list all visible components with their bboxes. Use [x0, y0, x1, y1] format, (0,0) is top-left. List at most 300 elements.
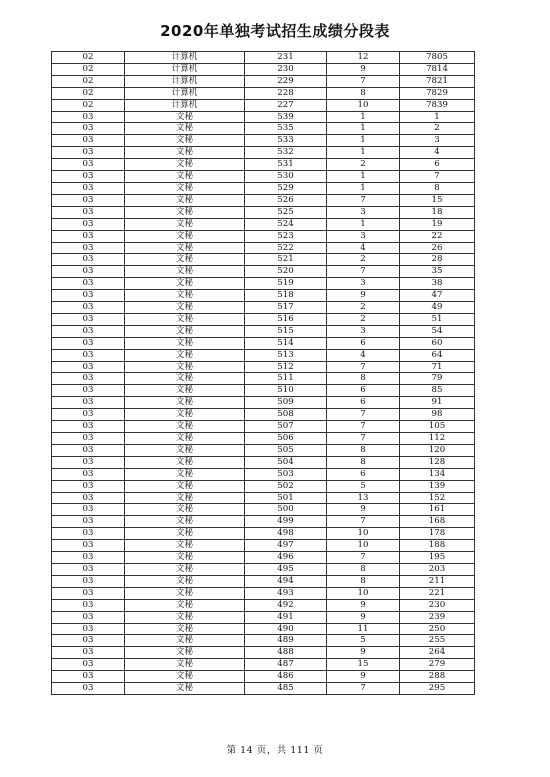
table-row [52, 623, 475, 635]
table-row [52, 254, 475, 266]
count-cell: 11 [327, 623, 400, 635]
major-code-cell: 03 [52, 516, 125, 528]
table-row [52, 575, 475, 587]
major-code-cell: 03 [52, 397, 125, 409]
score-cell: 506 [245, 433, 327, 445]
table-row [52, 361, 475, 373]
table-row [52, 456, 475, 468]
table-row [52, 444, 475, 456]
table-row [52, 290, 475, 302]
score-cell: 230 [245, 63, 327, 75]
score-cell: 509 [245, 397, 327, 409]
score-cell: 494 [245, 575, 327, 587]
major-code-cell: 03 [52, 337, 125, 349]
cumulative-count-cell: 152 [400, 492, 475, 504]
major-code-cell: 03 [52, 552, 125, 564]
count-cell: 3 [327, 206, 400, 218]
major-name-cell: 文秘 [125, 373, 245, 385]
cumulative-count-cell: 1 [400, 111, 475, 123]
cumulative-count-cell: 35 [400, 266, 475, 278]
table-row [52, 611, 475, 623]
major-code-cell: 03 [52, 635, 125, 647]
cumulative-count-cell: 60 [400, 337, 475, 349]
major-code-cell: 02 [52, 87, 125, 99]
major-name-cell: 文秘 [125, 623, 245, 635]
cumulative-count-cell: 239 [400, 611, 475, 623]
cumulative-count-cell: 8 [400, 182, 475, 194]
cumulative-count-cell: 47 [400, 290, 475, 302]
major-name-cell: 计算机 [125, 87, 245, 99]
count-cell: 1 [327, 182, 400, 194]
score-cell: 526 [245, 194, 327, 206]
major-code-cell: 02 [52, 63, 125, 75]
major-code-cell: 03 [52, 349, 125, 361]
score-cell: 531 [245, 159, 327, 171]
cumulative-count-cell: 7829 [400, 87, 475, 99]
major-name-cell: 文秘 [125, 528, 245, 540]
major-code-cell: 03 [52, 278, 125, 290]
major-name-cell: 文秘 [125, 659, 245, 671]
score-cell: 514 [245, 337, 327, 349]
table-row [52, 349, 475, 361]
cumulative-count-cell: 38 [400, 278, 475, 290]
table-row [52, 313, 475, 325]
major-name-cell: 文秘 [125, 194, 245, 206]
count-cell: 3 [327, 325, 400, 337]
table-row [52, 552, 475, 564]
score-cell: 532 [245, 147, 327, 159]
cumulative-count-cell: 26 [400, 242, 475, 254]
table-row [52, 635, 475, 647]
major-code-cell: 03 [52, 587, 125, 599]
score-cell: 496 [245, 552, 327, 564]
count-cell: 2 [327, 313, 400, 325]
table-row [52, 242, 475, 254]
count-cell: 7 [327, 683, 400, 695]
table-row [52, 194, 475, 206]
count-cell: 2 [327, 302, 400, 314]
score-cell: 539 [245, 111, 327, 123]
score-cell: 497 [245, 540, 327, 552]
major-code-cell: 03 [52, 421, 125, 433]
score-cell: 228 [245, 87, 327, 99]
count-cell: 1 [327, 218, 400, 230]
score-cell: 490 [245, 623, 327, 635]
table-row [52, 337, 475, 349]
count-cell: 9 [327, 290, 400, 302]
table-row [52, 278, 475, 290]
table-row [52, 218, 475, 230]
cumulative-count-cell: 2 [400, 123, 475, 135]
count-cell: 1 [327, 147, 400, 159]
major-code-cell: 03 [52, 480, 125, 492]
major-code-cell: 03 [52, 385, 125, 397]
count-cell: 12 [327, 52, 400, 64]
major-name-cell: 文秘 [125, 123, 245, 135]
table-row [52, 528, 475, 540]
major-name-cell: 文秘 [125, 587, 245, 599]
major-name-cell: 文秘 [125, 242, 245, 254]
score-cell: 485 [245, 683, 327, 695]
table-row [52, 683, 475, 695]
cumulative-count-cell: 4 [400, 147, 475, 159]
major-name-cell: 文秘 [125, 671, 245, 683]
count-cell: 10 [327, 99, 400, 111]
cumulative-count-cell: 203 [400, 563, 475, 575]
score-cell: 524 [245, 218, 327, 230]
cumulative-count-cell: 255 [400, 635, 475, 647]
page-title: 2020年单独考试招生成绩分段表 [160, 22, 390, 40]
cumulative-count-cell: 15 [400, 194, 475, 206]
score-cell: 533 [245, 135, 327, 147]
major-name-cell: 文秘 [125, 290, 245, 302]
count-cell: 7 [327, 516, 400, 528]
page-footer: 第 14 页，共 111 页 [226, 745, 324, 756]
cumulative-count-cell: 64 [400, 349, 475, 361]
score-cell: 515 [245, 325, 327, 337]
table-row [52, 87, 475, 99]
count-cell: 10 [327, 587, 400, 599]
cumulative-count-cell: 188 [400, 540, 475, 552]
major-name-cell: 计算机 [125, 75, 245, 87]
major-code-cell: 03 [52, 182, 125, 194]
count-cell: 9 [327, 671, 400, 683]
score-cell: 500 [245, 504, 327, 516]
major-code-cell: 03 [52, 290, 125, 302]
count-cell: 10 [327, 528, 400, 540]
cumulative-count-cell: 3 [400, 135, 475, 147]
score-cell: 499 [245, 516, 327, 528]
major-code-cell: 02 [52, 52, 125, 64]
major-code-cell: 03 [52, 266, 125, 278]
count-cell: 9 [327, 647, 400, 659]
cumulative-count-cell: 112 [400, 433, 475, 445]
major-code-cell: 03 [52, 206, 125, 218]
major-name-cell: 计算机 [125, 63, 245, 75]
major-code-cell: 03 [52, 433, 125, 445]
table-row [52, 159, 475, 171]
table-row [52, 63, 475, 75]
table-row [52, 492, 475, 504]
major-code-cell: 03 [52, 361, 125, 373]
cumulative-count-cell: 54 [400, 325, 475, 337]
count-cell: 9 [327, 504, 400, 516]
cumulative-count-cell: 221 [400, 587, 475, 599]
table-row [52, 563, 475, 575]
major-name-cell: 文秘 [125, 468, 245, 480]
count-cell: 8 [327, 575, 400, 587]
major-name-cell: 文秘 [125, 444, 245, 456]
count-cell: 7 [327, 552, 400, 564]
major-name-cell: 文秘 [125, 230, 245, 242]
score-cell: 513 [245, 349, 327, 361]
count-cell: 15 [327, 659, 400, 671]
cumulative-count-cell: 71 [400, 361, 475, 373]
major-code-cell: 03 [52, 444, 125, 456]
cumulative-count-cell: 51 [400, 313, 475, 325]
major-code-cell: 03 [52, 528, 125, 540]
major-name-cell: 文秘 [125, 278, 245, 290]
count-cell: 1 [327, 111, 400, 123]
table-row [52, 302, 475, 314]
major-name-cell: 计算机 [125, 99, 245, 111]
cumulative-count-cell: 22 [400, 230, 475, 242]
score-cell: 512 [245, 361, 327, 373]
count-cell: 13 [327, 492, 400, 504]
score-cell: 488 [245, 647, 327, 659]
major-code-cell: 03 [52, 409, 125, 421]
cumulative-count-cell: 28 [400, 254, 475, 266]
major-code-cell: 03 [52, 218, 125, 230]
cumulative-count-cell: 128 [400, 456, 475, 468]
score-cell: 502 [245, 480, 327, 492]
table-row [52, 540, 475, 552]
major-code-cell: 03 [52, 575, 125, 587]
score-cell: 517 [245, 302, 327, 314]
cumulative-count-cell: 7 [400, 171, 475, 183]
table-row [52, 433, 475, 445]
major-name-cell: 文秘 [125, 206, 245, 218]
table-row [52, 468, 475, 480]
cumulative-count-cell: 7814 [400, 63, 475, 75]
score-cell: 508 [245, 409, 327, 421]
cumulative-count-cell: 7821 [400, 75, 475, 87]
table-row [52, 230, 475, 242]
cumulative-count-cell: 7805 [400, 52, 475, 64]
count-cell: 1 [327, 123, 400, 135]
table-row [52, 266, 475, 278]
major-name-cell: 文秘 [125, 349, 245, 361]
score-cell: 521 [245, 254, 327, 266]
count-cell: 6 [327, 337, 400, 349]
table-row [52, 587, 475, 599]
table-row [52, 647, 475, 659]
count-cell: 7 [327, 194, 400, 206]
count-cell: 7 [327, 361, 400, 373]
score-cell: 511 [245, 373, 327, 385]
major-name-cell: 文秘 [125, 480, 245, 492]
cumulative-count-cell: 264 [400, 647, 475, 659]
score-cell: 503 [245, 468, 327, 480]
cumulative-count-cell: 139 [400, 480, 475, 492]
major-code-cell: 03 [52, 242, 125, 254]
table-row [52, 516, 475, 528]
count-cell: 4 [327, 349, 400, 361]
score-cell: 501 [245, 492, 327, 504]
major-name-cell: 文秘 [125, 337, 245, 349]
major-code-cell: 03 [52, 540, 125, 552]
count-cell: 1 [327, 135, 400, 147]
count-cell: 2 [327, 254, 400, 266]
major-code-cell: 03 [52, 373, 125, 385]
table-row [52, 671, 475, 683]
major-code-cell: 03 [52, 599, 125, 611]
score-cell: 498 [245, 528, 327, 540]
table-row [52, 147, 475, 159]
score-distribution-table [51, 51, 475, 695]
score-cell: 227 [245, 99, 327, 111]
table-row [52, 171, 475, 183]
major-code-cell: 03 [52, 492, 125, 504]
major-name-cell: 文秘 [125, 182, 245, 194]
cumulative-count-cell: 91 [400, 397, 475, 409]
major-code-cell: 03 [52, 325, 125, 337]
major-code-cell: 02 [52, 75, 125, 87]
major-code-cell: 03 [52, 504, 125, 516]
table-row [52, 385, 475, 397]
major-name-cell: 文秘 [125, 397, 245, 409]
table-row [52, 135, 475, 147]
table-row [52, 599, 475, 611]
major-name-cell: 文秘 [125, 504, 245, 516]
count-cell: 6 [327, 468, 400, 480]
cumulative-count-cell: 134 [400, 468, 475, 480]
count-cell: 7 [327, 266, 400, 278]
major-code-cell: 03 [52, 123, 125, 135]
table-row [52, 421, 475, 433]
cumulative-count-cell: 49 [400, 302, 475, 314]
count-cell: 3 [327, 278, 400, 290]
major-name-cell: 文秘 [125, 456, 245, 468]
major-code-cell: 03 [52, 647, 125, 659]
major-name-cell: 文秘 [125, 563, 245, 575]
score-cell: 495 [245, 563, 327, 575]
count-cell: 8 [327, 87, 400, 99]
cumulative-count-cell: 211 [400, 575, 475, 587]
major-name-cell: 文秘 [125, 325, 245, 337]
table-row [52, 659, 475, 671]
score-cell: 493 [245, 587, 327, 599]
major-name-cell: 文秘 [125, 611, 245, 623]
table-row [52, 504, 475, 516]
cumulative-count-cell: 230 [400, 599, 475, 611]
table-row [52, 123, 475, 135]
major-code-cell: 03 [52, 611, 125, 623]
count-cell: 10 [327, 540, 400, 552]
table-body [52, 52, 475, 695]
count-cell: 2 [327, 159, 400, 171]
major-name-cell: 文秘 [125, 266, 245, 278]
score-cell: 529 [245, 182, 327, 194]
score-cell: 518 [245, 290, 327, 302]
major-name-cell: 文秘 [125, 516, 245, 528]
major-code-cell: 03 [52, 111, 125, 123]
count-cell: 1 [327, 171, 400, 183]
table-row [52, 206, 475, 218]
cumulative-count-cell: 18 [400, 206, 475, 218]
cumulative-count-cell: 79 [400, 373, 475, 385]
major-code-cell: 02 [52, 99, 125, 111]
major-name-cell: 文秘 [125, 385, 245, 397]
major-code-cell: 03 [52, 468, 125, 480]
cumulative-count-cell: 6 [400, 159, 475, 171]
table-row [52, 397, 475, 409]
table-row [52, 99, 475, 111]
major-name-cell: 文秘 [125, 492, 245, 504]
score-cell: 504 [245, 456, 327, 468]
score-cell: 519 [245, 278, 327, 290]
score-cell: 523 [245, 230, 327, 242]
major-code-cell: 03 [52, 563, 125, 575]
major-code-cell: 03 [52, 230, 125, 242]
major-name-cell: 文秘 [125, 647, 245, 659]
count-cell: 7 [327, 75, 400, 87]
count-cell: 9 [327, 599, 400, 611]
major-name-cell: 文秘 [125, 575, 245, 587]
major-code-cell: 03 [52, 194, 125, 206]
count-cell: 5 [327, 635, 400, 647]
score-cell: 530 [245, 171, 327, 183]
major-code-cell: 03 [52, 302, 125, 314]
table-row [52, 75, 475, 87]
major-name-cell: 文秘 [125, 361, 245, 373]
score-cell: 505 [245, 444, 327, 456]
table-row [52, 182, 475, 194]
major-name-cell: 文秘 [125, 218, 245, 230]
major-code-cell: 03 [52, 159, 125, 171]
score-cell: 229 [245, 75, 327, 87]
cumulative-count-cell: 195 [400, 552, 475, 564]
major-name-cell: 计算机 [125, 52, 245, 64]
cumulative-count-cell: 120 [400, 444, 475, 456]
major-name-cell: 文秘 [125, 159, 245, 171]
score-cell: 231 [245, 52, 327, 64]
major-name-cell: 文秘 [125, 409, 245, 421]
score-cell: 510 [245, 385, 327, 397]
count-cell: 8 [327, 373, 400, 385]
major-code-cell: 03 [52, 671, 125, 683]
score-cell: 520 [245, 266, 327, 278]
score-cell: 522 [245, 242, 327, 254]
major-name-cell: 文秘 [125, 302, 245, 314]
cumulative-count-cell: 105 [400, 421, 475, 433]
score-cell: 489 [245, 635, 327, 647]
major-code-cell: 03 [52, 659, 125, 671]
score-cell: 492 [245, 599, 327, 611]
cumulative-count-cell: 279 [400, 659, 475, 671]
major-code-cell: 03 [52, 147, 125, 159]
major-name-cell: 文秘 [125, 254, 245, 266]
score-cell: 507 [245, 421, 327, 433]
cumulative-count-cell: 161 [400, 504, 475, 516]
table-row [52, 325, 475, 337]
cumulative-count-cell: 178 [400, 528, 475, 540]
table-row [52, 52, 475, 64]
cumulative-count-cell: 98 [400, 409, 475, 421]
cumulative-count-cell: 295 [400, 683, 475, 695]
major-code-cell: 03 [52, 313, 125, 325]
count-cell: 5 [327, 480, 400, 492]
count-cell: 3 [327, 230, 400, 242]
score-cell: 487 [245, 659, 327, 671]
major-code-cell: 03 [52, 456, 125, 468]
count-cell: 7 [327, 421, 400, 433]
major-name-cell: 文秘 [125, 540, 245, 552]
major-name-cell: 文秘 [125, 313, 245, 325]
count-cell: 7 [327, 409, 400, 421]
cumulative-count-cell: 7839 [400, 99, 475, 111]
major-name-cell: 文秘 [125, 171, 245, 183]
major-name-cell: 文秘 [125, 552, 245, 564]
major-name-cell: 文秘 [125, 111, 245, 123]
count-cell: 8 [327, 444, 400, 456]
major-name-cell: 文秘 [125, 433, 245, 445]
major-code-cell: 03 [52, 135, 125, 147]
cumulative-count-cell: 168 [400, 516, 475, 528]
major-name-cell: 文秘 [125, 421, 245, 433]
count-cell: 8 [327, 456, 400, 468]
score-cell: 516 [245, 313, 327, 325]
